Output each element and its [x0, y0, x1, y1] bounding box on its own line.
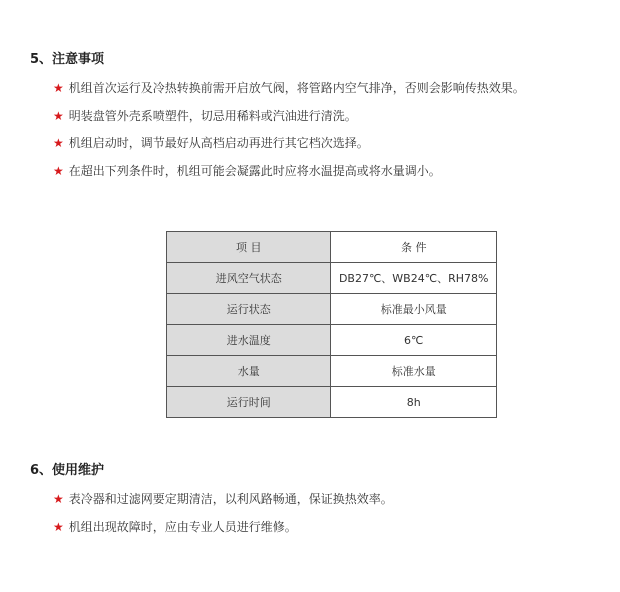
- bullet-text: 表冷器和过滤网要定期清洁，以利风路畅通，保证换热效率。: [68, 492, 393, 506]
- table-cell-condition: 6℃: [331, 325, 497, 356]
- bullet-text: 机组启动时，调节最好从高档启动再进行其它档次选择。: [68, 136, 369, 150]
- table-row: [167, 263, 497, 294]
- bullet-text: 明装盘管外壳系喷塑件，切忌用稀料或汽油进行清洗。: [68, 109, 357, 123]
- list-item: [53, 134, 369, 151]
- star-icon: ★: [53, 519, 64, 534]
- header-condition: 条 件: [331, 232, 497, 263]
- star-icon: ★: [53, 491, 64, 506]
- table-header-row: [167, 232, 497, 263]
- list-item: [53, 490, 393, 507]
- header-item: 项 目: [167, 232, 331, 263]
- table-row: [167, 294, 497, 325]
- table-cell-condition: 8h: [331, 387, 497, 418]
- star-icon: ★: [53, 163, 64, 178]
- bullet-text: 在超出下列条件时，机组可能会凝露此时应将水温提高或将水量调小。: [68, 164, 441, 178]
- list-item: [53, 162, 441, 179]
- star-icon: ★: [53, 135, 64, 150]
- bullet-text: 机组出现故障时，应由专业人员进行维修。: [68, 520, 297, 534]
- list-item: [53, 79, 525, 96]
- table-cell-condition: 标准最小风量: [331, 294, 497, 325]
- conditions-table: [166, 231, 497, 418]
- table-row: [167, 387, 497, 418]
- table-cell-item: 进水温度: [167, 325, 331, 356]
- list-item: [53, 107, 357, 124]
- section-6-title: 6、使用维护: [30, 463, 105, 478]
- star-icon: ★: [53, 108, 64, 123]
- table-cell-condition: DB27℃、WB24℃、RH78%: [331, 263, 497, 294]
- table-cell-item: 进风空气状态: [167, 263, 331, 294]
- table-row: [167, 356, 497, 387]
- table-cell-condition: 标准水量: [331, 356, 497, 387]
- table-cell-item: 运行状态: [167, 294, 331, 325]
- table-cell-item: 运行时间: [167, 387, 331, 418]
- list-item: [53, 518, 297, 535]
- star-icon: ★: [53, 80, 64, 95]
- table-cell-item: 水量: [167, 356, 331, 387]
- bullet-text: 机组首次运行及冷热转换前需开启放气阀，将管路内空气排净，否则会影响传热效果。: [68, 81, 525, 95]
- section-5-title: 5、注意事项: [30, 52, 105, 67]
- table-row: [167, 325, 497, 356]
